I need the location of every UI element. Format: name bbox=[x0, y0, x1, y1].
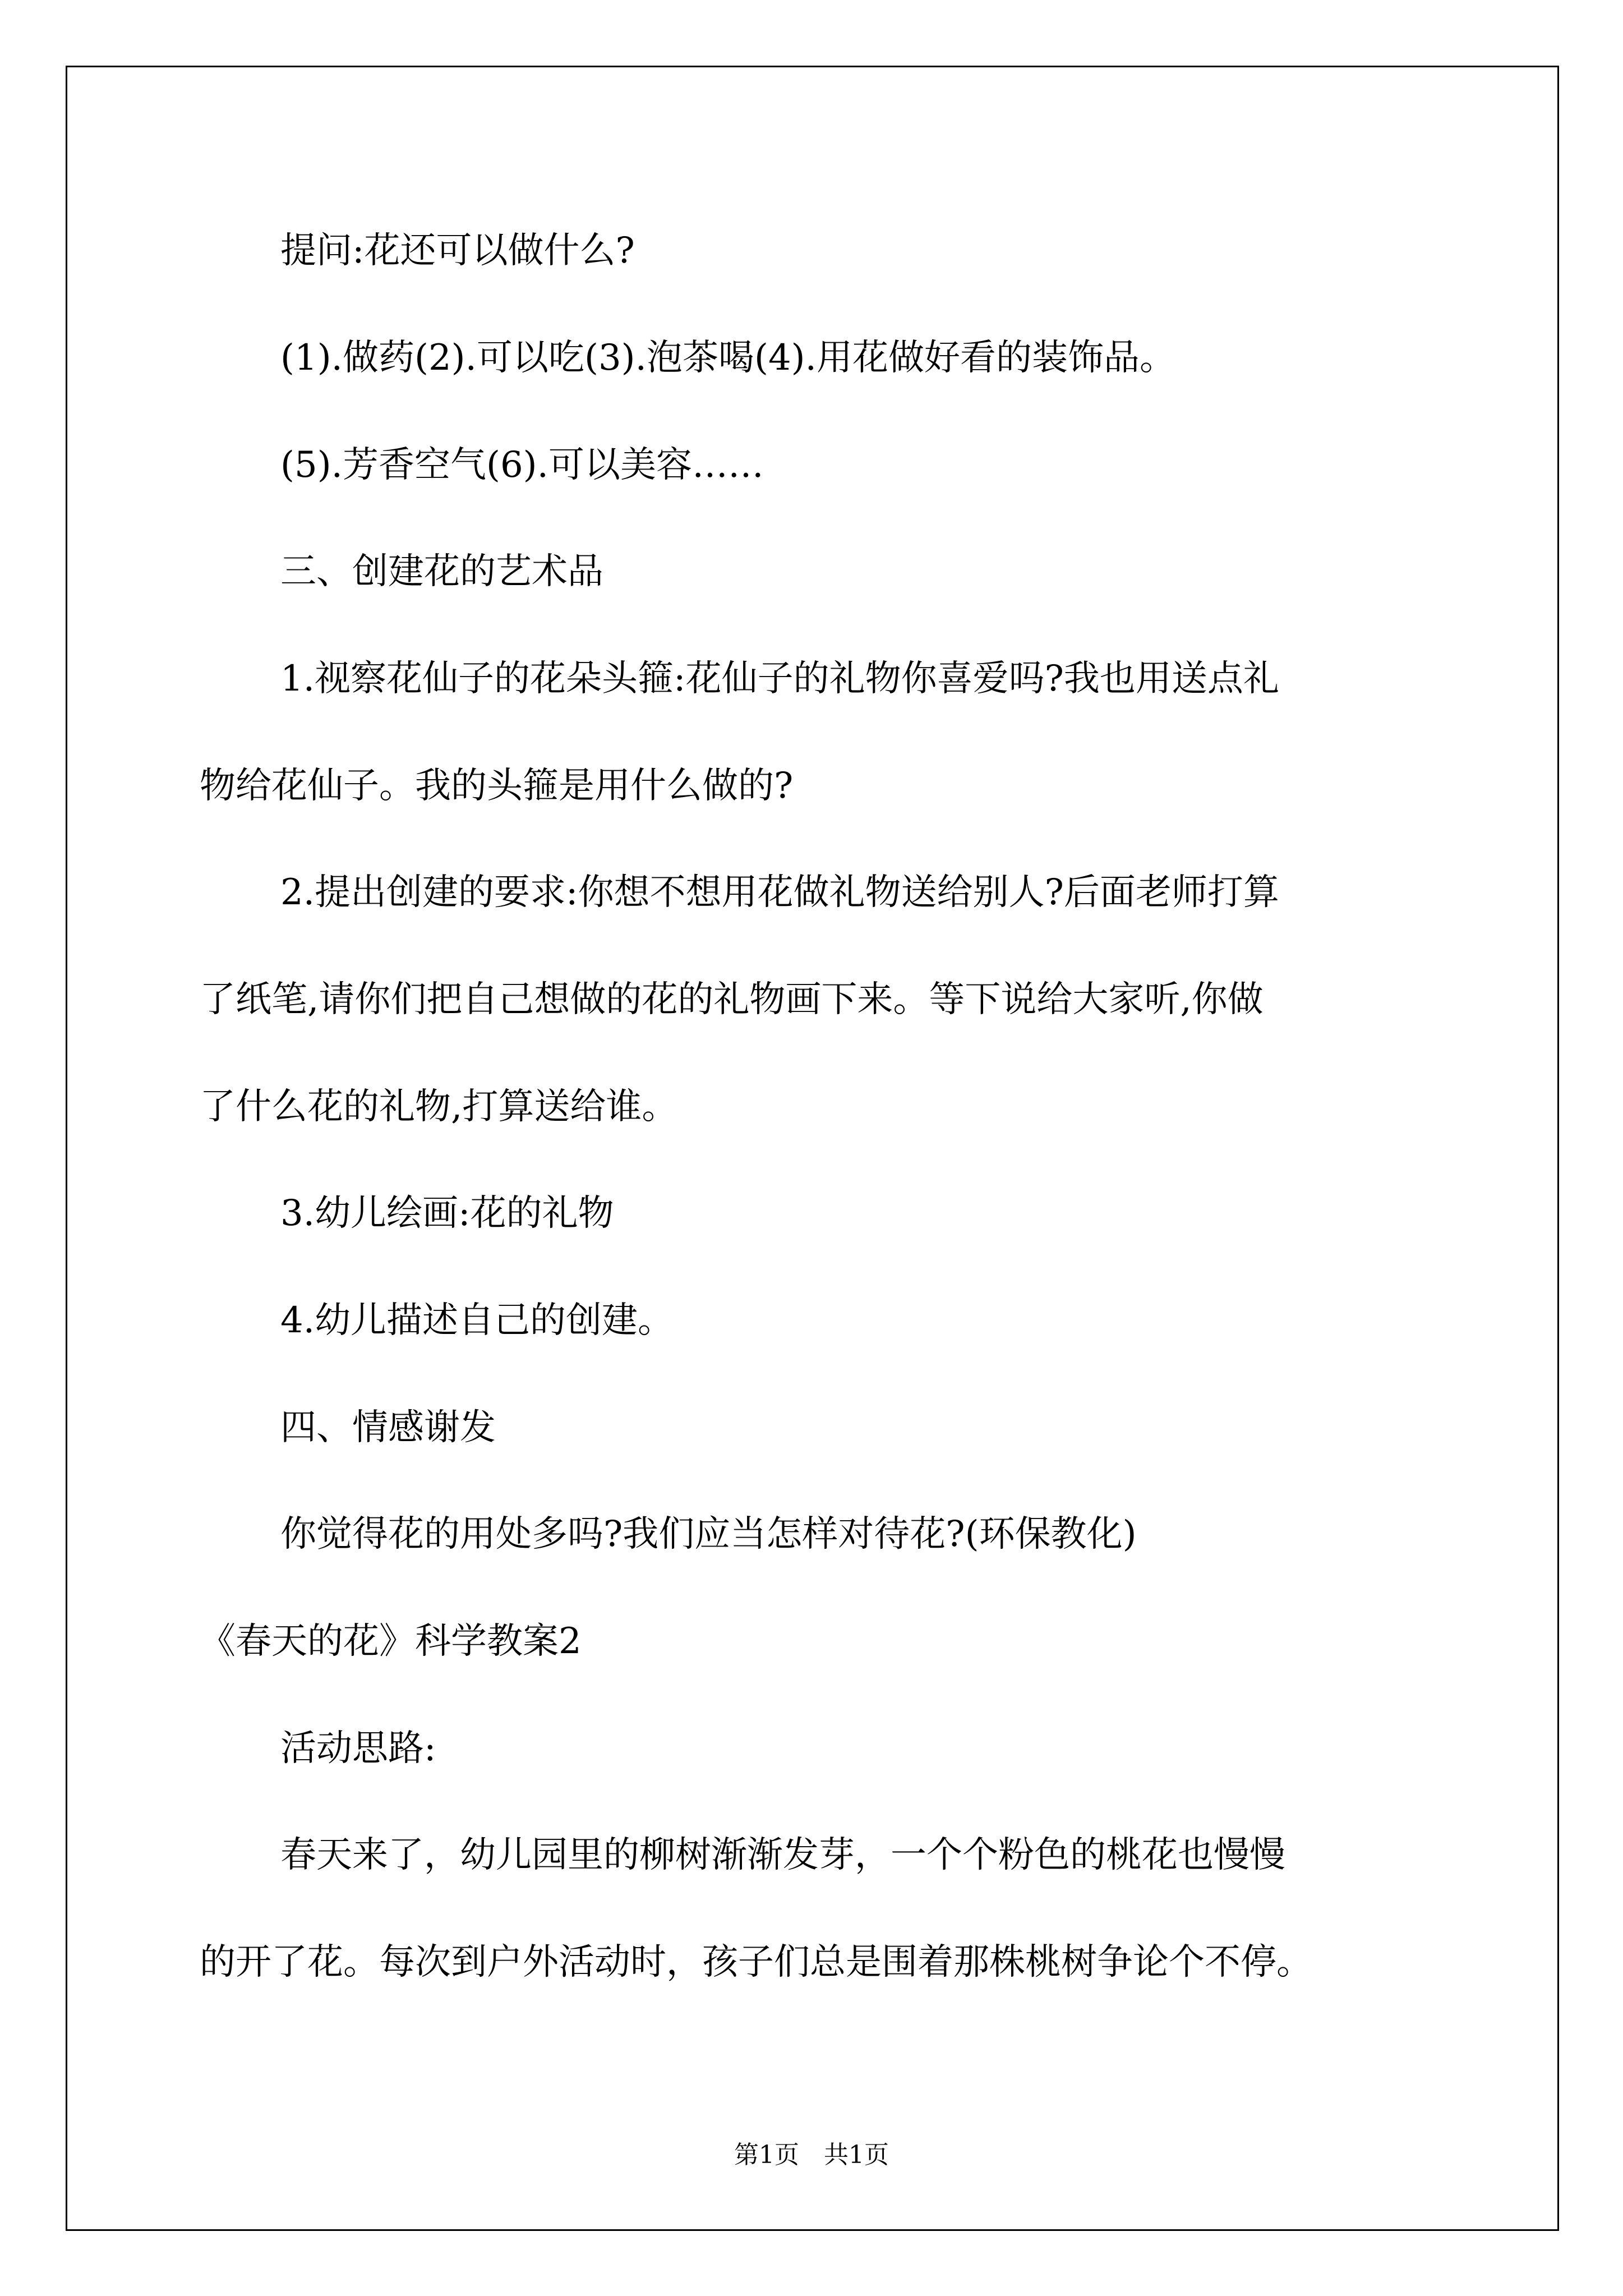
text-line: (1).做药(2).可以吃(3).泡茶喝(4).用花做好看的装饰品。 bbox=[280, 337, 1175, 379]
text-line: 1.视察花仙子的花朵头箍:花仙子的礼物你喜爱吗?我也用送点礼 bbox=[280, 658, 1279, 700]
text-line: 物给花仙子。我的头箍是用什么做的? bbox=[200, 765, 794, 807]
section-heading: 三、创建花的艺术品 bbox=[280, 551, 603, 592]
text-line: 春天来了，幼儿园里的柳树渐渐发芽，一个个粉色的桃花也慢慢 bbox=[280, 1834, 1285, 1876]
text-line: 4.幼儿描述自己的创建。 bbox=[280, 1300, 674, 1341]
text-line: (5).芳香空气(6).可以美容…… bbox=[280, 444, 764, 486]
text-line: 的开了花。每次到户外活动时，孩子们总是围着那株桃树争论个不停。 bbox=[200, 1941, 1312, 1983]
page-footer: 第1页 共1页 bbox=[734, 2141, 889, 2169]
text-line: 提问:花还可以做什么? bbox=[280, 230, 635, 272]
text-line: 你觉得花的用处多吗?我们应当怎样对待花?(环保教化) bbox=[280, 1513, 1137, 1555]
section-heading: 四、情感谢发 bbox=[280, 1407, 496, 1448]
text-line: 2.提出创建的要求:你想不想用花做礼物送给别人?后面老师打算 bbox=[280, 872, 1279, 913]
text-line: 了什么花的礼物,打算送给谁。 bbox=[200, 1086, 678, 1128]
section-heading: 活动思路: bbox=[280, 1728, 436, 1769]
text-line: 3.幼儿绘画:花的礼物 bbox=[280, 1193, 614, 1234]
document-title: 《春天的花》科学教案2 bbox=[200, 1621, 582, 1662]
text-line: 了纸笔,请你们把自己想做的花的礼物画下来。等下说给大家听,你做 bbox=[200, 979, 1264, 1020]
page-border bbox=[66, 66, 1559, 2231]
